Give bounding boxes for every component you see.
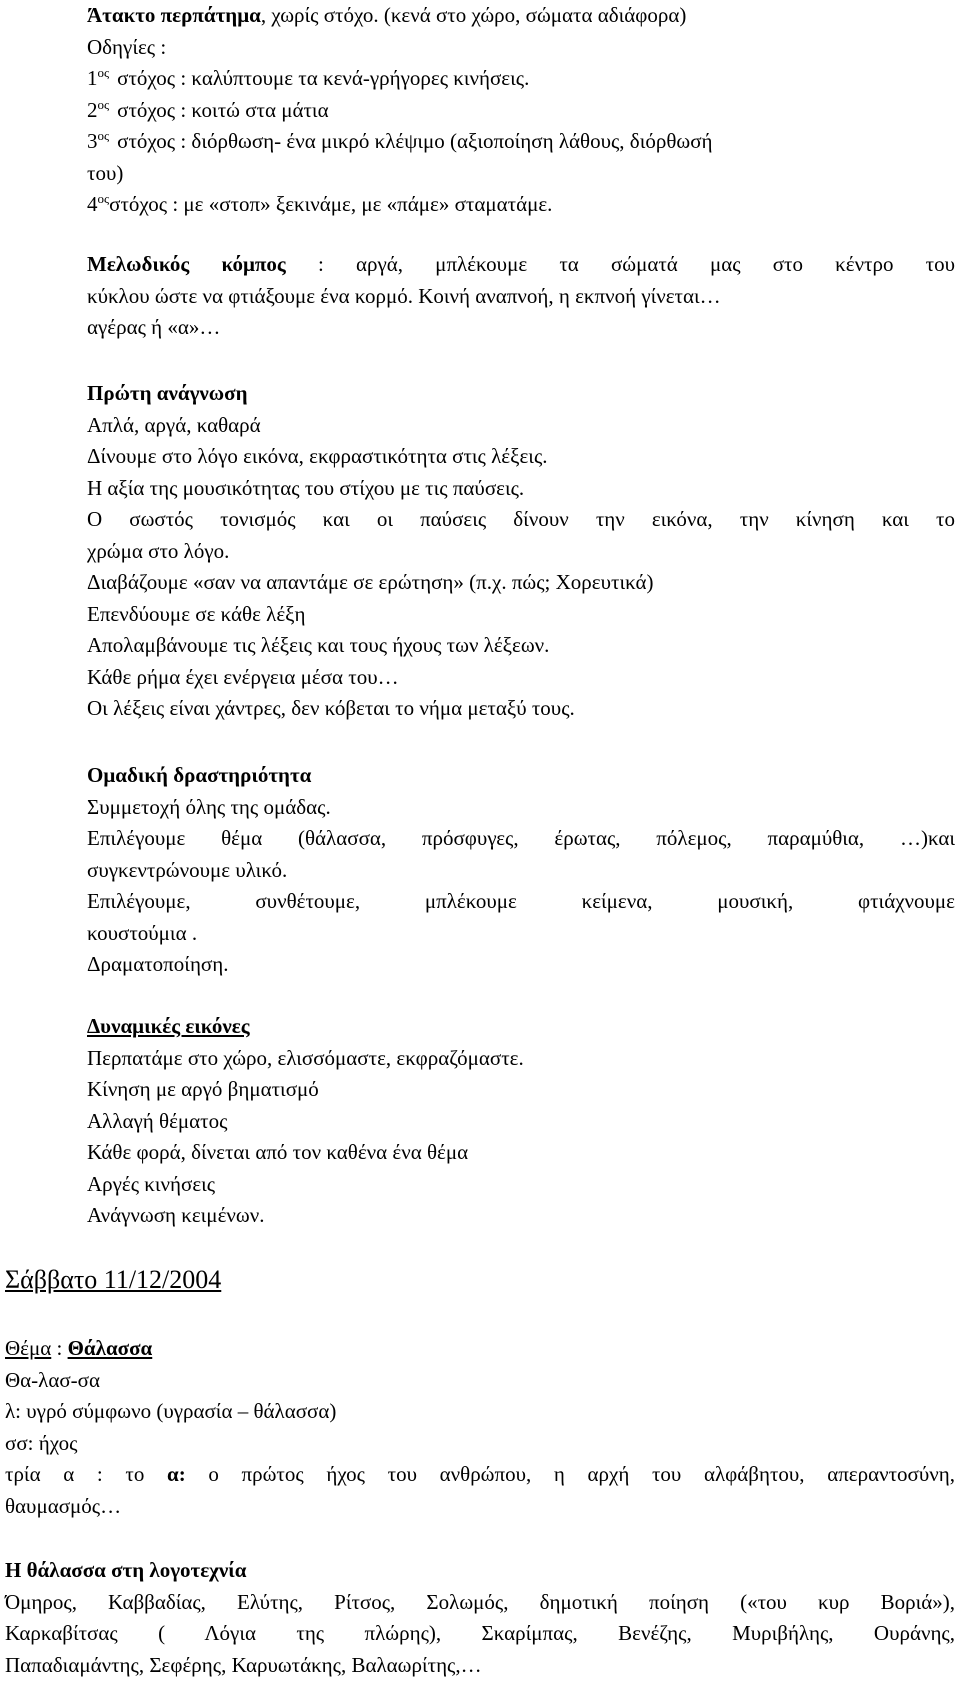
alpha-line-2: θαυμασμός… (5, 1493, 122, 1518)
dynamic-line: Αργές κινήσεις (87, 1171, 216, 1196)
literature-line: Παπαδιαμάντης, Σεφέρης, Καρυωτάκης, Βαλαωρίτης,… (5, 1652, 482, 1677)
melodic-line-3: αγέρας ή «α»… (87, 315, 221, 339)
walk-title: Άτακτο περπάτημα (87, 3, 261, 27)
group-line: Συμμετοχή όλης της ομάδας. (87, 794, 331, 819)
date-heading: Σάββατο 11/12/2004 (5, 1265, 222, 1294)
melodic-knot-section (87, 249, 955, 344)
first-reading-line: Απολαμβάνουμε τις λέξεις και τους ήχους των λέξεων. (87, 633, 550, 657)
group-line: συγκεντρώνουμε υλικό. (87, 857, 288, 882)
dynamic-line: Αλλαγή θέματος (87, 1108, 228, 1133)
goal-1: $1^{o\varsigma}$ στόχος : καλύπτουμε τα κενά-γρήγορες κινήσεις. (87, 65, 530, 90)
goal-3: $3^{o\varsigma}$ στόχος : διόρθωση- ένα μικρό κλέψιμο (αξιοποίηση λάθους, διόρθωσή (87, 128, 713, 153)
theme-value: Θάλασσα (67, 1336, 153, 1360)
dynamic-line: Ανάγνωση κειμένων. (87, 1203, 265, 1227)
first-reading-line: Κάθε ρήμα έχει ενέργεια μέσα του… (87, 664, 399, 689)
group-line: κουστούμια . (87, 920, 198, 945)
melodic-line-2: κύκλου ώστε να φτιάξουμε ένα κορμό. Κοινή αναπνοή, η εκπνοή γίνεται… (87, 283, 721, 308)
first-reading-line: Διαβάζουμε «σαν να απαντάμε σε ερώτηση» (π.χ. πώς; Χορευτικά) (87, 570, 654, 594)
literature-line: Όμηρος, Καββαδίας, Ελύτης, Ρίτσος, Σολωμός, δημοτική ποίηση («του κυρ Βοριά»), (5, 1589, 955, 1614)
group-line: Δραματοποίηση. (87, 952, 229, 976)
walk-line (87, 0, 955, 32)
first-reading-line: Οι λέξεις είναι χάντρες, δεν κόβεται το νήμα μεταξύ τους. (87, 696, 575, 720)
group-line: Επιλέγουμε, συνθέτουμε, μπλέκουμε κείμενα, μουσική, φτιάχνουμε (87, 889, 955, 913)
melodic-line-1: Μελωδικός κόμπος : αργά, μπλέκουμε τα σώματά μας στο κέντρο του (87, 252, 955, 276)
first-reading-title: Πρώτη ανάγνωση (87, 381, 248, 405)
sea-theme-section (5, 1333, 955, 1522)
literature-line: Καρκαβίτσας ( Λόγια της πλώρης), Σκαρίμπας, Βενέζης, Μυριβήλης, Ουράνης, (5, 1621, 955, 1645)
first-reading-line: Επενδύουμε σε κάθε λέξη (87, 601, 306, 626)
dynamic-images-section (87, 1011, 955, 1232)
goal-3-continued: του) (87, 160, 124, 185)
dynamic-line: Κίνηση με αργό βηματισμό (87, 1077, 319, 1101)
literature-title: Η θάλασσα στη λογοτεχνία (5, 1558, 247, 1582)
syllables-line: Θα-λασ-σα (5, 1367, 100, 1392)
first-reading-section (87, 378, 955, 725)
lambda-line: λ: υγρό σύμφωνο (υγρασία – θάλασσα) (5, 1399, 337, 1423)
first-reading-line: Δίνουμε στο λόγο εικόνα, εκφραστικότητα στις λέξεις. (87, 444, 548, 468)
theme-label: Θέμα (5, 1336, 52, 1360)
instructions-label: Οδηγίες : (87, 34, 167, 59)
group-activity-section (87, 760, 955, 981)
first-reading-line: Απλά, αργά, καθαρά (87, 412, 261, 437)
alpha-line: τρία α : το α: ο πρώτος ήχος του ανθρώπου, η αρχή του αλφάβητου, απεραντοσύνη, (5, 1462, 955, 1486)
melodic-knot-title: Μελωδικός κόμπος (87, 252, 286, 276)
first-reading-line: Η αξία της μουσικότητας του στίχου με τις παύσεις. (87, 475, 525, 500)
goal-4: $4^{o\varsigma}\sigma\tau ό\chi o\varsigma$ : με «στοπ» ξεκινάμε, με «πάμε» σταματάμε. (87, 191, 553, 216)
dynamic-line: Κάθε φορά, δίνεται από τον καθένα ένα θέμα (87, 1140, 469, 1164)
walk-description: , χωρίς στόχο. (κενά στο χώρο, σώματα αδιάφορα) (260, 3, 687, 27)
dynamic-line: Περπατάμε στο χώρο, ελισσόμαστε, εκφραζόμαστε. (87, 1045, 524, 1070)
group-line: Επιλέγουμε θέμα (θάλασσα, πρόσφυγες, έρωτας, πόλεμος, παραμύθια, …)και (87, 826, 955, 850)
first-reading-justified-line: Ο σωστός τονισμός και οι παύσεις δίνουν την εικόνα, την κίνηση και το (87, 507, 955, 531)
first-reading-line: χρώμα στο λόγο. (87, 538, 230, 563)
sigma-line: σσ: ήχος (5, 1430, 78, 1455)
walk-section (87, 0, 955, 221)
dynamic-images-title: Δυναμικές εικόνες (87, 1014, 250, 1038)
goal-2: $2^{o\varsigma}$ στόχος : κοιτώ στα μάτια (87, 96, 329, 122)
literature-section (5, 1555, 955, 1681)
group-activity-title: Ομαδική δραστηριότητα (87, 763, 312, 787)
theme-line: Θέμα : Θάλασσα (5, 1336, 153, 1360)
